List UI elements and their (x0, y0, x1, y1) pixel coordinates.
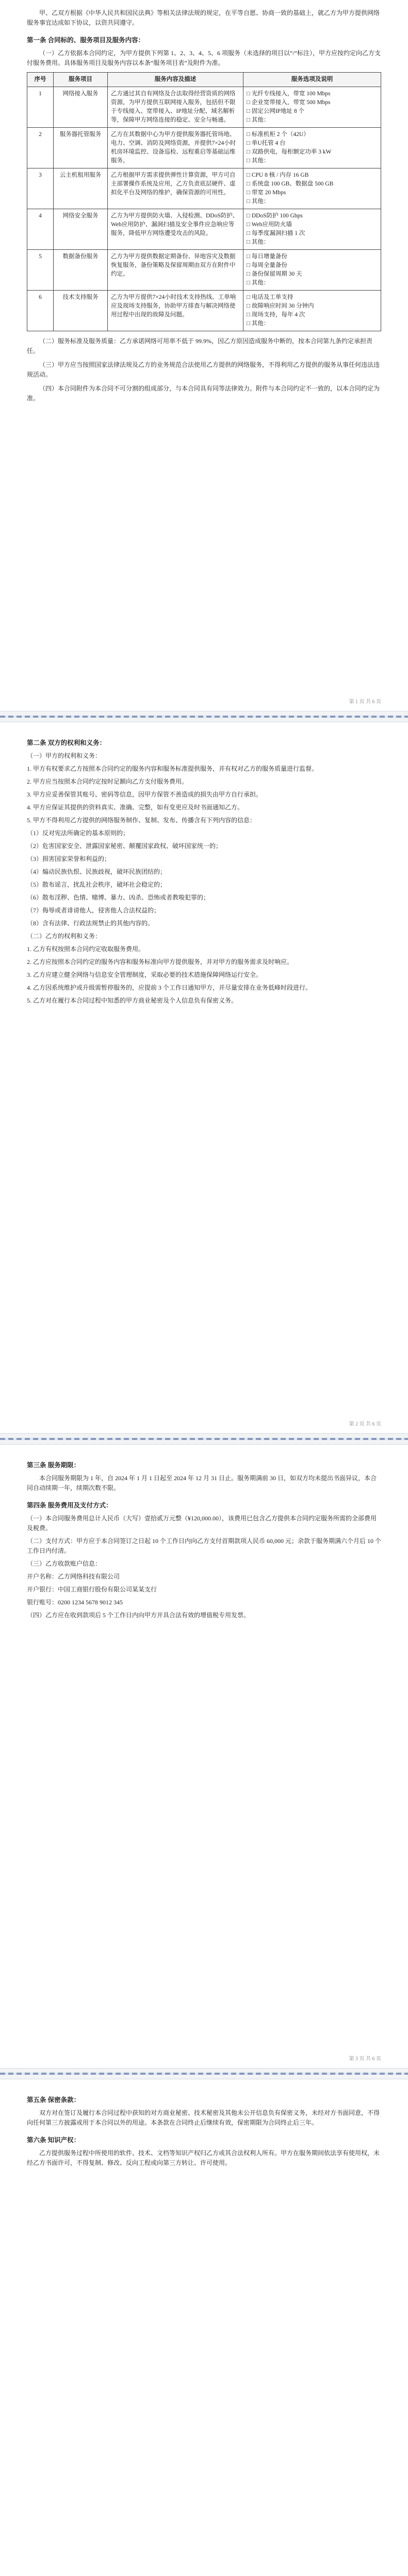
row-options (243, 168, 381, 209)
section-4-item: （二）支付方式：甲方应于本合同签订之日起 10 个工作日内向乙方支付首期款项人民币 60,000 元；余款于服务期满六个月后 10 个工作日内付清。 (27, 1537, 382, 1554)
page-2 (0, 722, 408, 1433)
option-checkbox[interactable]: □ 每日增量备份 (247, 253, 287, 260)
option-checkbox[interactable]: □ 标准机柜 2 个（42U） (247, 131, 309, 138)
option-checkbox[interactable]: □ 带宽 20 Mbps (247, 190, 286, 196)
table-row (27, 209, 381, 250)
section-2-item: 4. 乙方因系统维护或升级需暂停服务的，应提前 3 个工作日通知甲方，并尽量安排在业务低峰时段进行。 (27, 984, 312, 991)
option-checkbox[interactable]: □ 光纤专线接入，带宽 100 Mbps (247, 91, 331, 97)
option-checkbox[interactable]: □ 现场支持，每年 4 次 (247, 312, 305, 318)
row-service: 数据备份服务 (54, 250, 108, 291)
option-checkbox[interactable]: □ 固定公网IP地址 8 个 (247, 108, 305, 114)
row-description: 乙方根据甲方需求提供弹性计算资源，甲方可自主部署操作系统及应用，乙方负责底层硬件、虚拟化平台及网络的维护，确保资源的可用性。 (108, 168, 243, 209)
section-4-item: （四）乙方应在收到款项后 5 个工作日内向甲方开具合法有效的增值税专用发票。 (27, 1612, 250, 1619)
section-3-title: 第三条 服务期限： (27, 1462, 80, 1469)
section-2-item: （1）反对宪法所确定的基本原则的； (27, 829, 129, 837)
option-checkbox[interactable]: □ 系统盘 100 GB、数据盘 500 GB (247, 181, 334, 187)
row-description: 乙方通过其自有网络及合法取得经营资质的网络资源，为甲方提供互联网接入服务，包括但不限于专线接入、宽带接入、IP地址分配、域名解析等，保障甲方网络连接的稳定、安全与畅通。 (108, 87, 243, 128)
section-1-paragraph-3: （三）甲方应当按照国家法律法规及乙方的业务规范合法使用乙方提供的网络服务，不得利用乙方提供的服务从事任何违法违规活动。 (27, 361, 380, 378)
section-2-item: （2）危害国家安全、泄露国家秘密、颠覆国家政权、破坏国家统一的； (27, 842, 222, 850)
section-2-item: （6）散布淫秽、色情、赌博、暴力、凶杀、恐怖或者教唆犯罪的； (27, 894, 210, 901)
option-checkbox[interactable]: □ 单U托管 4 台 (247, 140, 286, 146)
section-2-item: 3. 甲方应妥善保管其账号、密码等信息，因甲方保管不善造成的损失由甲方自行承担。 (27, 791, 263, 798)
row-seq: 3 (27, 168, 54, 209)
section-4-item: （一）本合同服务费用总计人民币（大写）壹拾贰万元整（¥120,000.00），该费用已包含乙方提供本合同约定服务所需的全部费用及税费。 (27, 1515, 377, 1532)
section-1-paragraph-1: （一）乙方依据本合同约定，为甲方提供下列第 1、2、3、4、5、6 项服务（未选择的项目以“/”标注），甲方应按约定向乙方支付服务费用。具体服务项目及服务内容以本条“服务项目表”及附件为准。 (27, 49, 381, 66)
option-checkbox[interactable]: □ 企业宽带接入，带宽 500 Mbps (247, 99, 331, 106)
page-number: 第 1 页 共 6 页 (349, 699, 381, 705)
option-checkbox[interactable]: □ Web应用防火墙 (247, 222, 292, 228)
row-service: 技术支持服务 (54, 291, 108, 331)
section-4-title: 第四条 服务费用及支付方式： (27, 1502, 112, 1509)
row-service: 云主机租用服务 (54, 168, 108, 209)
table-row (27, 168, 381, 209)
table-row (27, 250, 381, 291)
row-description: 乙方为甲方提供7×24小时技术支持热线、工单响应及现场支持服务，协助甲方排查与解决网络使用过程中出现的故障及问题。 (108, 291, 243, 331)
row-seq: 4 (27, 209, 54, 250)
section-1-paragraph-4: （四）本合同附件为本合同不可分割的组成部分，与本合同具有同等法律效力。附件与本合同约定不一致的，以本合同约定为准。 (27, 385, 380, 402)
page-3 (0, 1445, 408, 2068)
row-options (243, 209, 381, 250)
row-seq: 5 (27, 250, 54, 291)
option-checkbox[interactable]: □ 其他： (247, 198, 308, 205)
intro-paragraph: 甲、乙双方根据《中华人民共和国民法典》等相关法律法规的规定，在平等自愿、协商一致的基础上，就乙方为甲方提供网络服务事宜达成如下协议，以资共同遵守。 (27, 9, 380, 26)
option-checkbox[interactable]: □ 备份保留周期 30 天 (247, 271, 302, 277)
table-row (27, 87, 381, 128)
section-2-item: 2. 乙方应按照本合同约定的服务内容和服务标准向甲方提供服务，并对甲方的服务需求及时响应。 (27, 958, 293, 965)
section-4-item: 开户银行：中国工商银行股份有限公司某某支行 (27, 1586, 157, 1593)
row-description: 乙方为甲方提供防火墙、入侵检测、DDoS防护、Web应用防护、漏洞扫描及安全事件应急响应等服务，降低甲方网络遭受攻击的风险。 (108, 209, 243, 250)
option-checkbox[interactable]: □ 故障响应时间 30 分钟内 (247, 303, 314, 309)
row-seq: 6 (27, 291, 54, 331)
table-header-service: 服务项目 (54, 73, 108, 87)
page-number: 第 3 页 共 6 页 (349, 2056, 381, 2062)
section-5-paragraph: 双方对在签订及履行本合同过程中获知的对方商业秘密、技术秘密及其他未公开信息负有保密义务，未经对方书面同意，不得向任何第三方披露或用于本合同以外的用途。本条款在合同终止后继续有效，保密期限为合同终止后三年。 (27, 2109, 380, 2126)
row-options (243, 87, 381, 128)
section-1-title: 第一条 合同标的、服务项目及服务内容： (27, 37, 145, 44)
section-2-item: （一）甲方的权利和义务： (27, 752, 102, 759)
row-description: 乙方为甲方提供数据定期备份、异地容灾及数据恢复服务，备份策略及保留周期由双方在附件中约定。 (108, 250, 243, 291)
section-2-item: 1. 乙方有权按照本合同约定收取服务费用。 (27, 945, 145, 953)
option-checkbox[interactable]: □ 其他： (247, 280, 308, 286)
section-2-title: 第二条 双方的权利和义务： (27, 739, 106, 747)
row-options (243, 291, 381, 331)
section-1-paragraph-2: （二）服务标准及服务质量：乙方承诺网络可用率不低于 99.9%，因乙方原因造成服务中断的，按本合同第九条约定承担责任。 (27, 337, 373, 354)
table-row (27, 291, 381, 331)
table-header-seq: 序号 (27, 73, 54, 87)
table-row (27, 128, 381, 168)
section-2-item: （5）散布谣言，扰乱社会秩序，破坏社会稳定的； (27, 881, 167, 888)
option-checkbox[interactable]: □ 每周全量备份 (247, 262, 287, 268)
section-2-item: （7）侮辱或者诽谤他人，侵害他人合法权益的； (27, 907, 160, 914)
row-options (243, 128, 381, 168)
section-4-item: （三）乙方收款账户信息： (27, 1560, 102, 1567)
option-checkbox[interactable]: □ DDoS防护 100 Gbps (247, 213, 303, 219)
section-2-item: 2. 甲方应当按照本合同约定按时足额向乙方支付服务费用。 (27, 778, 188, 785)
page-4 (0, 2079, 408, 2576)
option-checkbox[interactable]: □ 其他： (247, 239, 308, 245)
row-options (243, 250, 381, 291)
option-checkbox[interactable]: □ 其他： (247, 117, 308, 123)
section-2-item: （8）含有法律、行政法规禁止的其他内容的。 (27, 920, 154, 927)
page-divider (0, 2068, 408, 2079)
section-3-paragraph: 本合同服务期限为 1 年，自 2024 年 1 月 1 日起至 2024 年 12 月 31 日止。服务期满前 30 日，如双方均未提出书面异议，本合同自动续期一年，续期次数不限。 (27, 1475, 377, 1492)
section-4-item: 开户名称：乙方网络科技有限公司 (27, 1573, 120, 1580)
option-checkbox[interactable]: □ 每季度漏洞扫描 1 次 (247, 230, 305, 236)
page-divider (0, 711, 408, 722)
section-6-paragraph: 乙方提供服务过程中所使用的软件、技术、文档等知识产权归乙方或其合法权利人所有。甲方在服务期间依法享有使用权，未经乙方书面许可，不得复制、修改、反向工程或向第三方转让、许可使用。 (27, 2149, 380, 2166)
section-2-item: 5. 乙方对在履行本合同过程中知悉的甲方商业秘密及个人信息负有保密义务。 (27, 997, 238, 1004)
section-2-item: （4）煽动民族仇恨、民族歧视，破坏民族团结的； (27, 868, 167, 875)
option-checkbox[interactable]: □ 其他： (247, 158, 308, 164)
section-2-item: 1. 甲方有权要求乙方按照本合同约定的服务内容和服务标准提供服务，并有权对乙方的服务质量进行监督。 (27, 765, 318, 772)
section-2-item: 4. 甲方应保证其提供的资料真实、准确、完整，如有变更应及时书面通知乙方。 (27, 804, 244, 811)
page-number: 第 2 页 共 6 页 (349, 1421, 381, 1427)
row-seq: 1 (27, 87, 54, 128)
section-2-item: （3）损害国家荣誉和利益的； (27, 855, 111, 862)
row-description: 乙方在其数据中心为甲方提供服务器托管场地、电力、空调、消防及网络资源，并提供7×24小时机房环境监控、设备巡检、远程重启等基础运维服务。 (108, 128, 243, 168)
section-2-item: 5. 甲方不得利用乙方提供的网络服务制作、复制、发布、传播含有下列内容的信息： (27, 817, 256, 824)
table-header-description: 服务内容及描述 (108, 73, 243, 87)
section-2-item: （二）乙方的权利和义务： (27, 933, 102, 940)
page-divider (0, 1433, 408, 1445)
section-2-item: 3. 乙方应建立健全网络与信息安全管理制度，采取必要的技术措施保障网络运行安全。 (27, 971, 263, 978)
row-seq: 2 (27, 128, 54, 168)
option-checkbox[interactable]: □ 电话及工单支持 (247, 294, 293, 300)
section-4-item: 银行账号：0200 1234 5678 9012 345 (27, 1599, 123, 1606)
page-1 (0, 0, 408, 711)
option-checkbox[interactable]: □ 其他： (247, 320, 308, 327)
option-checkbox[interactable]: □ CPU 8 核 / 内存 16 GB (247, 172, 309, 178)
row-service: 网络接入服务 (54, 87, 108, 128)
table-header-row (27, 73, 381, 87)
service-items-table (27, 72, 381, 331)
section-6-title: 第六条 知识产权： (27, 2137, 80, 2144)
row-service: 网络安全服务 (54, 209, 108, 250)
table-header-options: 服务选项及说明 (243, 73, 381, 87)
row-service: 服务器托管服务 (54, 128, 108, 168)
section-5-title: 第五条 保密条款： (27, 2096, 80, 2104)
option-checkbox[interactable]: □ 双路供电，每柜额定功率 3 kW (247, 149, 332, 155)
